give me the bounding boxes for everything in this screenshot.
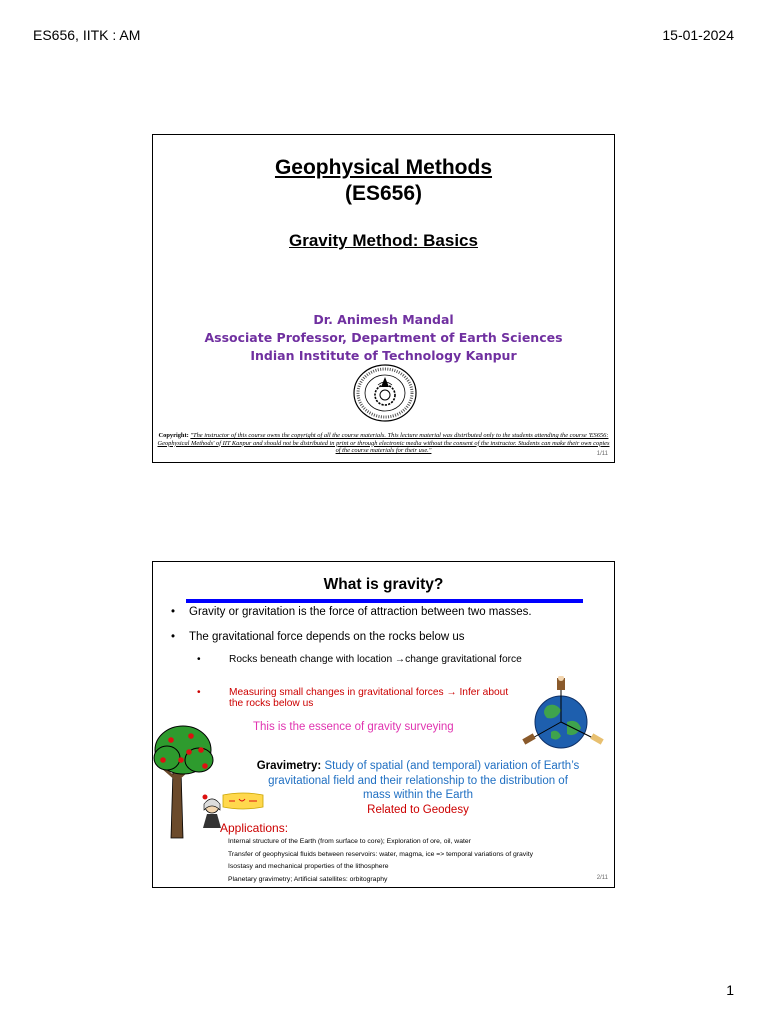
title-underline-bar [186,599,583,603]
copyright-text: "The instructor of this course owns the copyright of all the course materials. This lecture material was distributed only to the students attending the course 'ES656: Geophysical Methods' of IIT Kanpur and should not be distributed in print or through electronic media without the consent of the instructor. Students can make their own copies of the course materials for their use." [157,432,610,455]
copyright-label: Copyright: [158,432,189,439]
page-number: 1 [726,982,734,998]
slide-1 [152,134,615,463]
slide2-number: 2/11 [596,875,608,881]
slide1-title-line2: (ES656) [344,182,423,205]
copyright-notice [157,432,610,455]
application-item: Isostasy and mechanical properties of the lithosphere [228,863,389,870]
sub-bullet-1-text: Rocks beneath change with location →change gravitational force [229,654,522,665]
sub-bullet-2: • Measuring small changes in gravitational forces → Infer about the rocks below us [213,687,518,709]
slide2-title: What is gravity? [323,576,444,593]
slide-2 [152,561,615,888]
bullet-1: • Gravity or gravitation is the force of attraction between two masses. [171,606,532,618]
application-item: Transfer of geophysical fluids between reservoirs: water, magma, ice => temporal variations of gravity [228,851,533,858]
slide1-number: 1/11 [596,451,608,457]
author-institute: Indian Institute of Technology Kanpur [250,348,517,363]
application-item: Planetary gravimetry; Artificial satellites: orbitography [228,876,388,883]
applications-title: Applications: [220,821,289,835]
sub-bullet-1: • Rocks beneath change with location →change gravitational force [213,654,533,665]
author-block [153,311,614,365]
slide1-title-line1: Geophysical Methods [274,156,493,179]
author-name: Dr. Animesh Mandal [313,312,454,327]
bullet-1-text: Gravity or gravitation is the force of attraction between two masses. [189,606,532,618]
geodesy-text: Related to Geodesy [367,804,469,816]
essence-text: This is the essence of gravity surveying [253,721,454,733]
application-item: Internal structure of the Earth (from surface to core); Exploration of ore, oil, water [228,838,471,845]
globe-gravity-icon [517,676,609,756]
header-course: ES656, IITK : AM [33,27,141,43]
author-position: Associate Professor, Department of Earth Sciences [204,330,563,345]
gravimetry-label: Gravimetry: [256,760,322,772]
bullet-2-text: The gravitational force depends on the rocks below us [189,631,465,643]
iitk-logo [352,363,418,423]
slide1-title [153,155,614,207]
gravimetry-definition [253,759,583,803]
equation-scroll-icon [221,791,265,811]
slide1-subtitle: Gravity Method: Basics [289,231,478,250]
sub-bullet-2-text: Measuring small changes in gravitational forces → Infer about the rocks below us [229,687,509,709]
header-date: 15-01-2024 [662,27,734,43]
bullet-2: • The gravitational force depends on the rocks below us [171,631,465,643]
gravimetry-text: Study of spatial (and temporal) variation of Earth’s gravitational field and their relationship to the distribution of mass within the Earth [268,760,580,801]
